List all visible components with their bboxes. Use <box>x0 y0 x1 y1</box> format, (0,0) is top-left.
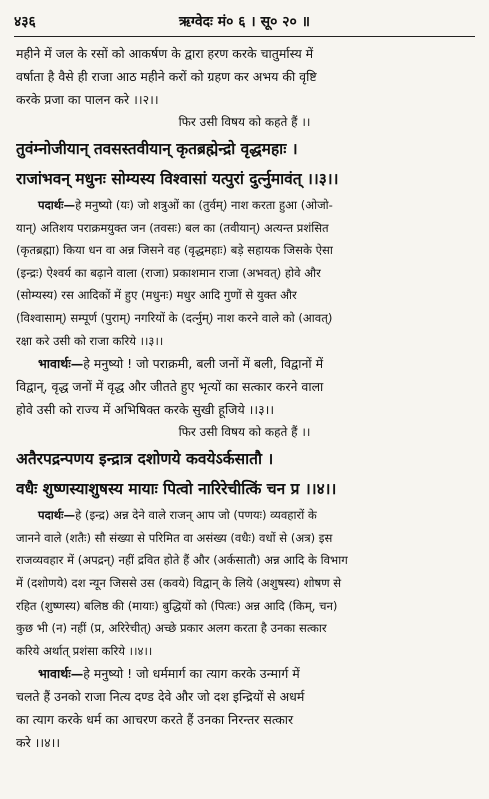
bhavartha-label: भावार्थः— <box>38 666 84 682</box>
padartha-line: रहित (शुष्णस्य) बलिष्ठ की (मायाः) बुद्धियों को (पित्वः) अन्न आदि (किम्, चन) <box>16 598 338 613</box>
section-heading: फिर उसी विषय को कहते हैं ।। <box>178 115 311 129</box>
mantra-line: वधैः शुष्णस्याशुषस्य मायाः पित्वो नारिरेचीत्किं चन प्र ।।४।। <box>16 480 337 499</box>
padartha-label: पदार्थः— <box>38 198 76 212</box>
padartha-line: करिये अर्थात् प्रशंसा करिये ।।४।। <box>16 643 153 658</box>
mantra-line: तुवंम्नोजीयान् तवसस्तवीयान् कृतब्रह्मेन्द्रो वृद्धमहाः । <box>16 140 298 158</box>
padartha-line: में (दशोणये) दश न्यून जिससे उस (कवये) विद्वान् के लिये (अशुषस्य) शोषण से <box>16 575 342 590</box>
bhavartha-line: होवे उसी को राज्य में अभिषिक्त करके सुखी हूजिये ।।३।। <box>16 402 275 418</box>
bhavartha-label: भावार्थः— <box>38 356 84 372</box>
padartha-line: (सोम्यस्य) रस आदिकों में हुए (मधुनः) मधुर आदि गुणों से युक्त और <box>16 288 297 303</box>
page-number: ४३६ <box>14 14 36 30</box>
mantra-line: राजांभवन् मधुनः सोम्यस्य विश्वासां यत्पुरां दुर्त्नुमावंत् ।।३।। <box>16 170 339 188</box>
bhavartha-line: भावार्थः—हे मनुष्यो ! जो धर्ममार्ग का त्याग करके उन्मार्ग में <box>38 666 300 682</box>
padartha-line: (इन्द्रः) ऐश्वर्य का बढ़ाने वाला (राजा) प्रकाशमान राजा (अभवत्) होवे और <box>16 265 321 280</box>
bhavartha-line: करे ।।४।। <box>16 735 61 751</box>
bhavartha-line: भावार्थः—हे मनुष्यो ! जो पराक्रमी, बली जनों में बली, विद्वानों में <box>38 356 324 372</box>
padartha-line: पदार्थः—हे (इन्द्र) अन्न देने वाले राजन् आप जो (पणयः) व्यवहारों के <box>38 508 317 523</box>
intro-line: वर्षाता है वैसे ही राजा आठ महीने करों को ग्रहण कर अभय की वृष्टि <box>16 69 317 84</box>
page-header <box>14 10 475 34</box>
section-heading: फिर उसी विषय को कहते हैं ।। <box>178 425 311 440</box>
padartha-line: जानने वाले (शतैः) सौ संख्या से परिमित वा असंख्य (वधैः) वधों से (अत्र) इस <box>16 530 333 545</box>
bhavartha-line: विद्वान्, वृद्ध जनों में वृद्ध और जीतते हुए भृत्यों का सत्कार करने वाला <box>16 379 324 395</box>
padartha-line: यान्) अतिशय पराक्रमयुक्त जन (तवसः) बल का (तवीयान्) अत्यन्त प्रशंसित <box>16 220 329 235</box>
header-rule <box>14 36 475 37</box>
padartha-line: रक्षा करे उसी को राजा करिये ।।३।। <box>16 333 164 348</box>
mantra-line: अतैरपद्रन्पणय इन्द्रात्र दशोणये कवयेऽर्कसातौ । <box>16 450 274 469</box>
padartha-line: (विश्वासाम्) सम्पूर्ण (पुराम्) नगरियों के (दर्त्नुम्) नाश करने वाले को (आवत्) <box>16 310 333 325</box>
padartha-line: पदार्थः—हे मनुष्यो (यः) जो शत्रुओं का (तुर्वम्) नाश करता हुआ (ओजो- <box>38 198 333 212</box>
running-title: ऋग्वेदः मं० ६ । सू० २० ॥ <box>178 14 311 30</box>
bhavartha-line: का त्याग करके धर्म का आचरण करते हैं उनका निरन्तर सत्कार <box>16 712 294 728</box>
intro-line: महीने में जल के रसों को आकर्षण के द्वारा हरण करके चातुर्मास्य में <box>16 46 314 61</box>
page-content <box>16 42 473 754</box>
bhavartha-line: चलते हैं उनको राजा नित्य दण्ड देवे और जो दश इन्द्रियों से अधर्म <box>16 689 305 705</box>
padartha-label: पदार्थः— <box>38 508 76 523</box>
intro-line: करके प्रजा का पालन करे ।।२।। <box>16 92 159 107</box>
padartha-line: कुछ भी (न) नहीं (प्र, अरिरेचीत्) अच्छे प्रकार अलग करता है उनका सत्कार <box>16 621 327 636</box>
padartha-line: (कृतब्रह्मा) किया धन वा अन्न जिसने वह (वृद्धमहाः) बड़े सहायक जिसके ऐसा <box>16 243 333 258</box>
padartha-line: राजव्यवहार में (अपद्रन्) नहीं द्रवित होते हैं और (अर्कसातौ) अन्न आदि के विभाग <box>16 553 348 568</box>
